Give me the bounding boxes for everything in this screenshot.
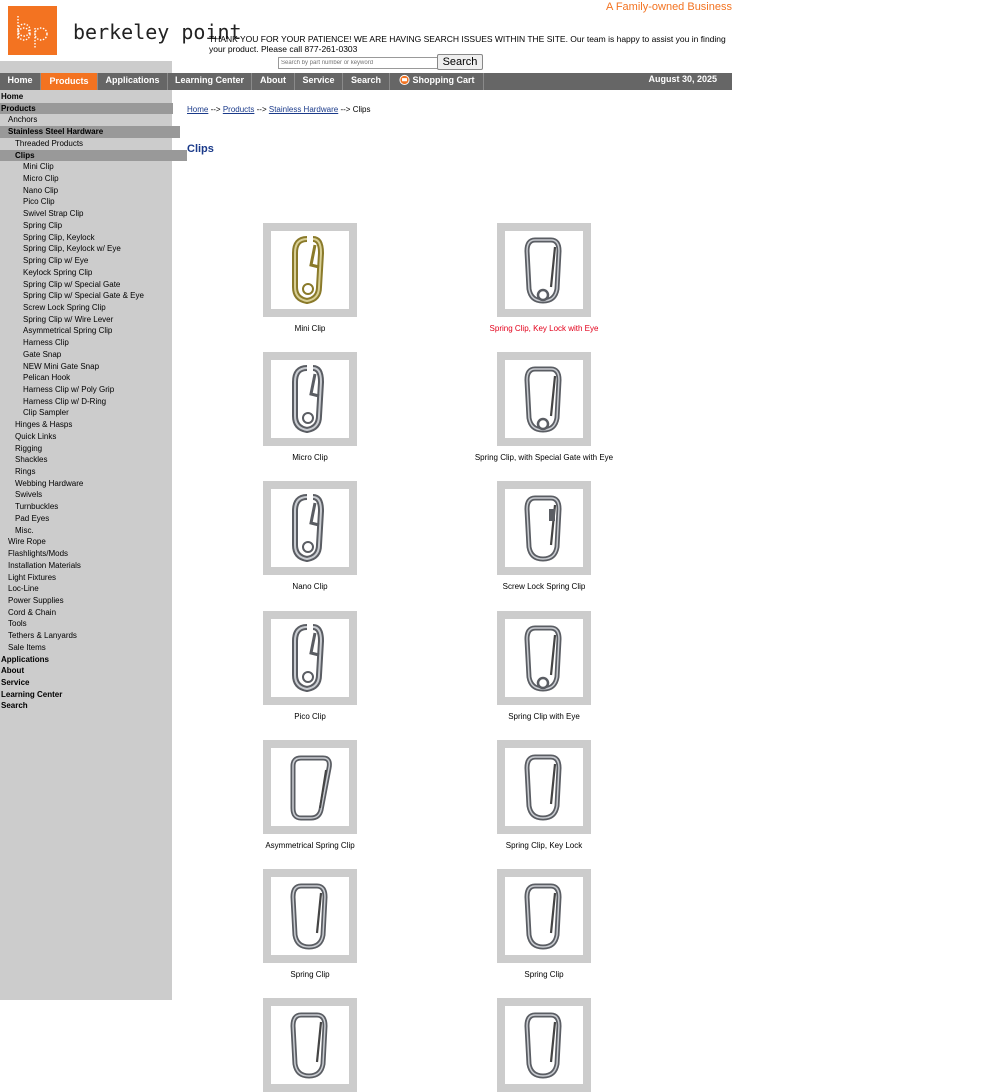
nav-home[interactable] xyxy=(0,73,41,90)
sidebar-item-light-fixtures[interactable]: Light Fixtures xyxy=(8,572,57,582)
spring-clip-eye-photo[interactable] xyxy=(505,619,583,697)
mini-clip-photo-drawing xyxy=(271,231,349,309)
spring-clip-keylock-photo[interactable] xyxy=(505,748,583,826)
breadcrumb xyxy=(187,105,370,114)
sidebar-item-learning-center[interactable]: Learning Center xyxy=(1,689,63,699)
sidebar-item-pico-clip[interactable]: Pico Clip xyxy=(23,197,55,207)
pico-clip-photo[interactable] xyxy=(271,619,349,697)
logo[interactable] xyxy=(8,6,57,55)
breadcrumb-home[interactable]: Home xyxy=(187,105,209,114)
sidebar-item-rigging[interactable]: Rigging xyxy=(15,443,43,453)
current-date: August 30, 2025 xyxy=(648,74,717,84)
nav-products-label: Products xyxy=(49,76,89,86)
nav-service[interactable] xyxy=(295,73,343,90)
sidebar-item-about[interactable]: About xyxy=(1,666,25,676)
product-image-frame[interactable] xyxy=(497,352,591,446)
sidebar-item-loc-line[interactable]: Loc-Line xyxy=(8,584,39,594)
sidebar-item-sale-items[interactable]: Sale Items xyxy=(8,642,46,652)
spring-clip-photo-drawing xyxy=(505,877,583,955)
product-caption[interactable]: Spring Clip, Key Lock with Eye xyxy=(489,324,599,333)
breadcrumb-products[interactable]: Products xyxy=(222,105,255,114)
spring-clip-special-gate-eye-photo[interactable] xyxy=(505,360,583,438)
main-nav xyxy=(0,73,732,90)
asymmetrical-spring-clip-photo[interactable] xyxy=(271,748,349,826)
product-caption[interactable]: Spring Clip, Key Lock xyxy=(505,840,583,850)
logo-mark-icon xyxy=(8,6,57,55)
breadcrumb-current: Clips xyxy=(352,105,371,114)
screw-lock-spring-clip-photo-drawing xyxy=(505,489,583,567)
sidebar-item-misc[interactable]: Misc. xyxy=(15,525,34,535)
sidebar-item-spring-clip-w-special-gate[interactable]: Spring Clip w/ Special Gate xyxy=(23,279,121,289)
product-image-frame[interactable] xyxy=(263,223,357,317)
nav-learning-center[interactable] xyxy=(168,73,252,90)
sidebar-item-shackles[interactable]: Shackles xyxy=(15,455,48,465)
nav-about-label: About xyxy=(260,75,286,85)
sidebar-item-cord-chain[interactable]: Cord & Chain xyxy=(8,607,57,617)
sidebar-item-screw-lock-spring-clip[interactable]: Screw Lock Spring Clip xyxy=(23,302,106,312)
spring-clip-keylock-photo-drawing xyxy=(505,748,583,826)
pico-clip-photo-drawing xyxy=(271,619,349,697)
spring-clip-keylock-eye-photo[interactable] xyxy=(505,231,583,309)
product-image-frame[interactable] xyxy=(497,998,591,1092)
clip-photo-drawing xyxy=(271,1006,349,1084)
product-image-frame[interactable] xyxy=(497,740,591,834)
product-image-frame[interactable] xyxy=(497,869,591,963)
breadcrumb-stainless-hardware[interactable]: Stainless Hardware xyxy=(268,105,339,114)
sidebar-item-flashlights-mods[interactable]: Flashlights/Mods xyxy=(8,549,69,559)
product-image-frame[interactable] xyxy=(263,352,357,446)
spring-clip-special-gate-eye-photo-drawing xyxy=(505,360,583,438)
sidebar xyxy=(0,90,172,1000)
sidebar-item-pelican-hook[interactable]: Pelican Hook xyxy=(23,373,71,383)
nav-applications-label: Applications xyxy=(105,75,160,85)
micro-clip-photo[interactable] xyxy=(271,360,349,438)
product-caption[interactable]: Pico Clip xyxy=(294,711,326,721)
sidebar-item-wire-rope[interactable]: Wire Rope xyxy=(8,537,46,547)
sidebar-item-quick-links[interactable]: Quick Links xyxy=(15,431,57,441)
product-image-frame[interactable] xyxy=(497,481,591,575)
clip-photo[interactable] xyxy=(271,1006,349,1084)
sidebar-item-home[interactable]: Home xyxy=(1,92,24,101)
micro-clip-photo-drawing xyxy=(271,360,349,438)
nano-clip-photo-drawing xyxy=(271,489,349,567)
sidebar-item-rings[interactable]: Rings xyxy=(15,467,36,477)
sidebar-item-micro-clip[interactable]: Micro Clip xyxy=(23,174,59,184)
sidebar-item-pad-eyes[interactable]: Pad Eyes xyxy=(15,513,50,523)
product-caption[interactable]: Asymmetrical Spring Clip xyxy=(265,840,355,850)
nano-clip-photo[interactable] xyxy=(271,489,349,567)
sidebar-item-threaded-products[interactable]: Threaded Products xyxy=(15,138,84,148)
product-image-frame[interactable] xyxy=(263,481,357,575)
product-caption[interactable]: Spring Clip with Eye xyxy=(508,711,580,721)
breadcrumb-separator: --> xyxy=(256,105,267,114)
breadcrumb-separator: --> xyxy=(340,105,351,114)
sidebar-item-search[interactable]: Search xyxy=(1,701,28,711)
sidebar-item-stainless-steel-hardware[interactable]: Stainless Steel Hardware xyxy=(0,126,180,138)
nav-shopping-cart-label: Shopping Cart xyxy=(412,75,475,85)
nav-products[interactable] xyxy=(41,73,98,90)
sidebar-item-harness-clip-w-d-ring[interactable]: Harness Clip w/ D-Ring xyxy=(23,396,107,406)
product-image-frame[interactable] xyxy=(263,869,357,963)
sidebar-item-spring-clip-w-special-gate-eye[interactable]: Spring Clip w/ Special Gate & Eye xyxy=(23,291,144,301)
sidebar-item-harness-clip-w-poly-grip[interactable]: Harness Clip w/ Poly Grip xyxy=(23,385,115,394)
screw-lock-spring-clip-photo[interactable] xyxy=(505,489,583,567)
asymmetrical-spring-clip-photo-drawing xyxy=(271,748,349,826)
sidebar-item-tethers-lanyards[interactable]: Tethers & Lanyards xyxy=(8,631,77,641)
sidebar-item-harness-clip[interactable]: Harness Clip xyxy=(23,338,69,348)
site-notice: THANK YOU FOR YOUR PATIENCE! WE ARE HAVING SEARCH ISSUES WITHIN THE SITE. Our team is happy to assist you in finding your product. Please call 877-261-0303 xyxy=(209,34,726,54)
sidebar-item-new-mini-gate-snap[interactable]: NEW Mini Gate Snap xyxy=(23,361,100,371)
spring-clip-eye-photo-drawing xyxy=(505,619,583,697)
sidebar-item-service[interactable]: Service xyxy=(1,678,30,687)
nav-about[interactable] xyxy=(252,73,295,90)
sidebar-item-tools[interactable]: Tools xyxy=(8,619,27,629)
sidebar-item-hinges-hasps[interactable]: Hinges & Hasps xyxy=(15,420,73,430)
sidebar-item-asymmetrical-spring-clip[interactable]: Asymmetrical Spring Clip xyxy=(23,326,113,336)
sidebar-item-products[interactable]: Products xyxy=(0,103,173,115)
product-image-frame[interactable] xyxy=(263,740,357,834)
sidebar-item-spring-clip[interactable]: Spring Clip xyxy=(23,220,63,230)
sidebar-item-swivels[interactable]: Swivels xyxy=(15,490,43,500)
sidebar-item-mini-clip[interactable]: Mini Clip xyxy=(23,162,54,172)
product-caption[interactable]: Screw Lock Spring Clip xyxy=(502,582,586,592)
nav-search[interactable] xyxy=(343,73,390,90)
spring-clip-photo[interactable] xyxy=(505,877,583,955)
nav-learning-center-label: Learning Center xyxy=(174,75,244,85)
nav-spacer xyxy=(0,61,172,73)
clip-photo-drawing xyxy=(505,1006,583,1084)
product-image-frame[interactable] xyxy=(263,998,357,1092)
sidebar-item-anchors[interactable]: Anchors xyxy=(8,115,38,125)
product-image-frame[interactable] xyxy=(263,611,357,705)
breadcrumb-separator: --> xyxy=(210,105,221,114)
page-title: Clips xyxy=(187,143,214,155)
product-caption[interactable]: Micro Clip xyxy=(292,453,328,463)
search-input[interactable] xyxy=(278,57,440,69)
product-image-frame[interactable] xyxy=(497,223,591,317)
sidebar-item-swivel-strap-clip[interactable]: Swivel Strap Clip xyxy=(23,209,84,219)
sidebar-item-spring-clip-w-eye[interactable]: Spring Clip w/ Eye xyxy=(23,256,89,266)
product-caption[interactable]: Spring Clip, with Special Gate with Eye xyxy=(474,453,614,463)
sidebar-item-installation-materials[interactable]: Installation Materials xyxy=(8,560,81,570)
nav-shopping-cart[interactable] xyxy=(390,73,484,90)
mini-clip-photo[interactable] xyxy=(271,231,349,309)
search-button[interactable]: Search xyxy=(437,54,483,70)
sidebar-item-turnbuckles[interactable]: Turnbuckles xyxy=(15,502,59,512)
product-image-frame[interactable] xyxy=(497,611,591,705)
nav-applications[interactable] xyxy=(98,73,168,90)
sidebar-item-gate-snap[interactable]: Gate Snap xyxy=(23,349,62,359)
clip-photo[interactable] xyxy=(505,1006,583,1084)
sidebar-item-spring-clip-keylock[interactable]: Spring Clip, Keylock xyxy=(23,232,95,242)
sidebar-item-webbing-hardware[interactable]: Webbing Hardware xyxy=(15,478,84,488)
spring-clip-photo-drawing xyxy=(271,877,349,955)
tagline: A Family-owned Business xyxy=(606,1,732,13)
nav-service-label: Service xyxy=(302,75,335,85)
cart-icon xyxy=(399,74,410,85)
sidebar-item-spring-clip-keylock-w-eye[interactable]: Spring Clip, Keylock w/ Eye xyxy=(23,244,121,254)
sidebar-item-nano-clip[interactable]: Nano Clip xyxy=(23,185,59,195)
sidebar-item-applications[interactable]: Applications xyxy=(1,654,50,664)
sidebar-item-keylock-spring-clip[interactable]: Keylock Spring Clip xyxy=(23,267,93,277)
brand-name[interactable]: berkeley point xyxy=(73,20,242,44)
nav-home-label: Home xyxy=(7,75,33,85)
sidebar-item-clips[interactable]: Clips xyxy=(0,150,187,162)
product-caption[interactable]: Spring Clip xyxy=(524,970,564,979)
product-caption[interactable]: Nano Clip xyxy=(292,582,328,592)
sidebar-item-clip-sampler[interactable]: Clip Sampler xyxy=(23,408,69,418)
sidebar-item-spring-clip-w-wire-lever[interactable]: Spring Clip w/ Wire Lever xyxy=(23,314,114,324)
product-caption[interactable]: Mini Clip xyxy=(294,324,326,333)
sidebar-item-power-supplies[interactable]: Power Supplies xyxy=(8,595,64,605)
nav-search-label: Search xyxy=(350,75,382,85)
spring-clip-photo[interactable] xyxy=(271,877,349,955)
spring-clip-keylock-eye-photo-drawing xyxy=(505,231,583,309)
product-caption[interactable]: Spring Clip xyxy=(290,970,330,979)
